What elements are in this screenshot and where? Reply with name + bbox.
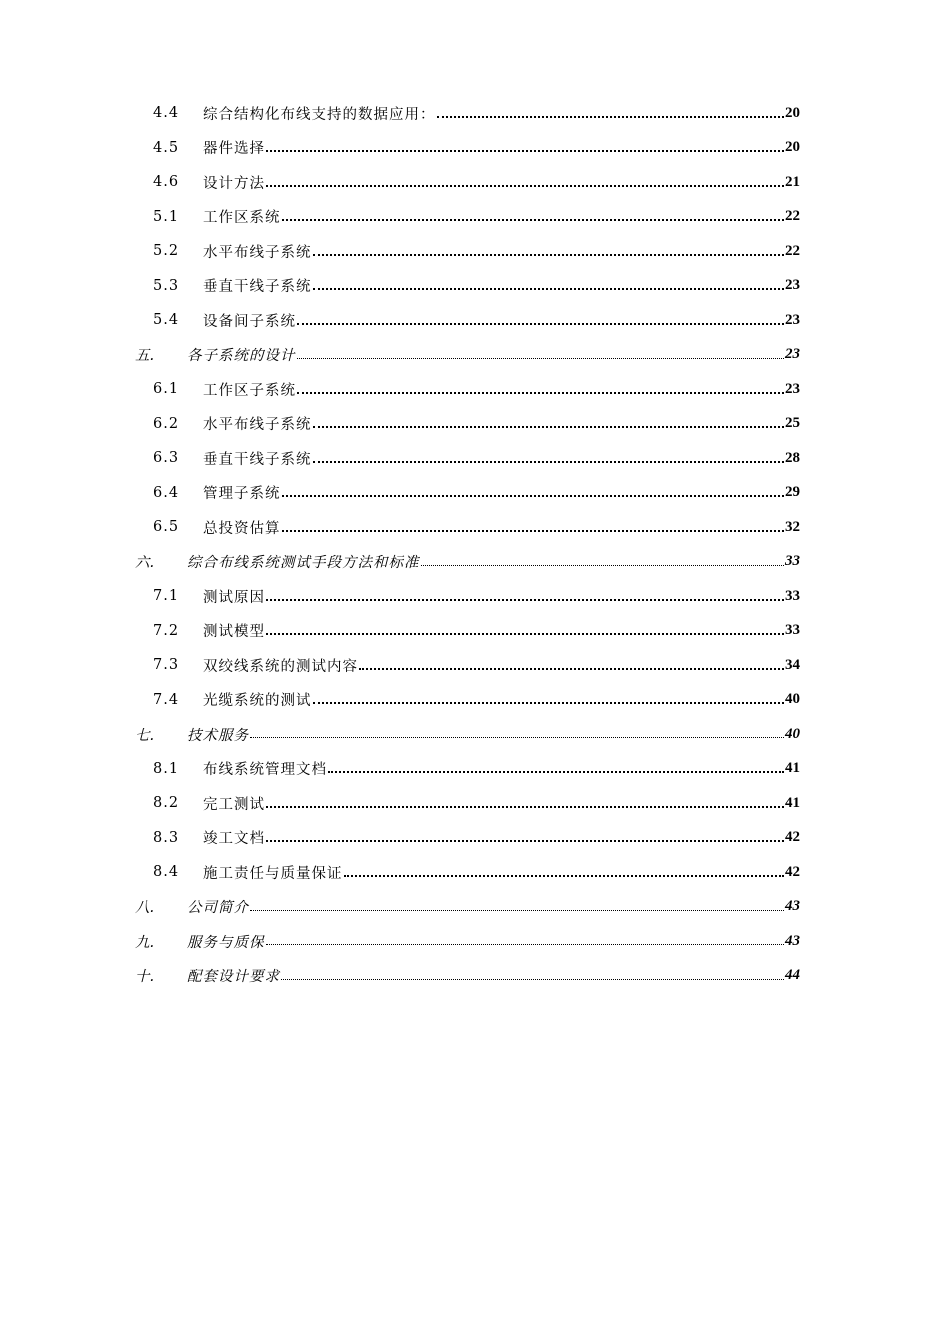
toc-entry-title: 总投资估算: [203, 520, 281, 537]
toc-entry-title: 水平布线子系统: [203, 417, 312, 434]
toc-entry-number: 6.5: [153, 519, 180, 536]
toc-section-entry[interactable]: [135, 165, 800, 200]
toc-entry-number: 6.1: [153, 381, 180, 398]
toc-chapter-entry[interactable]: [135, 338, 800, 373]
toc-section-entry[interactable]: [135, 752, 800, 787]
toc-entry-number: 7.1: [153, 588, 180, 605]
toc-entry-number: 8.1: [153, 760, 180, 777]
toc-entry-title: 综合结构化布线支持的数据应用：: [203, 106, 436, 123]
toc-entry-page-number: 41: [785, 794, 800, 811]
toc-entry-page-number: 23: [785, 277, 800, 294]
toc-entry-title: 光缆系统的测试: [203, 693, 312, 710]
dot-leader: [313, 460, 785, 463]
toc-entry-number: 7.4: [153, 691, 180, 708]
toc-entry-title: 公司简介: [187, 900, 249, 917]
toc-entry-title: 设备间子系统: [203, 313, 296, 330]
toc-entry-page-number: 44: [785, 967, 800, 984]
toc-section-entry[interactable]: [135, 441, 800, 476]
dot-leader: [282, 529, 785, 532]
toc-entry-page-number: 20: [785, 139, 800, 156]
toc-entry-page-number: 32: [785, 518, 800, 535]
toc-entry-number: 5.2: [153, 243, 180, 260]
toc-entry-page-number: 41: [785, 760, 800, 777]
toc-entry-title: 工作区系统: [203, 210, 281, 227]
toc-entry-number: 4.4: [153, 105, 180, 122]
dot-leader: [297, 357, 785, 359]
dot-leader: [266, 598, 784, 601]
toc-section-entry[interactable]: [135, 683, 800, 718]
dot-leader: [344, 874, 785, 877]
toc-entry-number: 十.: [135, 969, 155, 986]
toc-entry-page-number: 33: [785, 553, 800, 570]
toc-chapter-entry[interactable]: [135, 924, 800, 959]
toc-entry-title: 垂直干线子系统: [203, 451, 312, 468]
toc-entry-number: 5.1: [153, 208, 180, 225]
dot-leader: [266, 805, 784, 808]
toc-entry-number: 5.4: [153, 312, 180, 329]
toc-entry-number: 8.4: [153, 864, 180, 881]
dot-leader: [266, 184, 784, 187]
toc-section-entry[interactable]: [135, 269, 800, 304]
toc-section-entry[interactable]: [135, 96, 800, 131]
dot-leader: [313, 253, 785, 256]
toc-entry-title: 管理子系统: [203, 486, 281, 503]
toc-entry-page-number: 40: [785, 691, 800, 708]
toc-entry-page-number: 25: [785, 415, 800, 432]
toc-entry-page-number: 40: [785, 725, 800, 742]
toc-entry-title: 完工测试: [203, 796, 265, 813]
toc-section-entry[interactable]: [135, 303, 800, 338]
toc-entry-title: 工作区子系统: [203, 382, 296, 399]
toc-entry-page-number: 23: [785, 380, 800, 397]
toc-entry-page-number: 28: [785, 449, 800, 466]
toc-entry-page-number: 22: [785, 208, 800, 225]
toc-section-entry[interactable]: [135, 407, 800, 442]
toc-entry-number: 4.5: [153, 139, 180, 156]
toc-entry-page-number: 20: [785, 104, 800, 121]
dot-leader: [297, 391, 784, 394]
dot-leader: [313, 425, 785, 428]
toc-entry-number: 7.3: [153, 657, 180, 674]
dot-leader: [282, 494, 785, 497]
toc-entry-page-number: 42: [785, 829, 800, 846]
dot-leader: [266, 839, 784, 842]
toc-section-entry[interactable]: [135, 648, 800, 683]
toc-entry-page-number: 23: [785, 346, 800, 363]
dot-leader: [359, 667, 784, 670]
dot-leader: [313, 287, 785, 290]
toc-entry-title: 水平布线子系统: [203, 244, 312, 261]
toc-entry-title: 配套设计要求: [187, 969, 280, 986]
toc-chapter-entry[interactable]: [135, 959, 800, 994]
toc-chapter-entry[interactable]: [135, 717, 800, 752]
toc-entry-number: 七.: [135, 727, 155, 744]
toc-section-entry[interactable]: [135, 234, 800, 269]
toc-entry-page-number: 23: [785, 311, 800, 328]
toc-entry-number: 8.2: [153, 795, 180, 812]
toc-entry-number: 7.2: [153, 622, 180, 639]
toc-entry-title: 器件选择: [203, 141, 265, 158]
toc-entry-number: 4.6: [153, 174, 180, 191]
toc-entry-title: 布线系统管理文档: [203, 762, 327, 779]
toc-section-entry[interactable]: [135, 476, 800, 511]
dot-leader: [421, 564, 785, 566]
table-of-contents: [135, 96, 800, 993]
toc-entry-title: 垂直干线子系统: [203, 279, 312, 296]
toc-entry-page-number: 21: [785, 173, 800, 190]
toc-entry-page-number: 22: [785, 242, 800, 259]
dot-leader: [266, 149, 784, 152]
toc-entry-page-number: 29: [785, 484, 800, 501]
toc-chapter-entry[interactable]: [135, 890, 800, 925]
dot-leader: [328, 770, 784, 773]
toc-entry-title: 设计方法: [203, 175, 265, 192]
toc-section-entry[interactable]: [135, 579, 800, 614]
toc-section-entry[interactable]: [135, 131, 800, 166]
dot-leader: [437, 115, 785, 118]
toc-entry-title: 综合布线系统测试手段方法和标准: [187, 555, 420, 572]
toc-entry-title: 各子系统的设计: [187, 348, 296, 365]
toc-entry-number: 6.3: [153, 450, 180, 467]
dot-leader: [297, 322, 784, 325]
toc-section-entry[interactable]: [135, 855, 800, 890]
toc-section-entry[interactable]: [135, 786, 800, 821]
toc-chapter-entry[interactable]: [135, 545, 800, 580]
toc-entry-number: 五.: [135, 348, 155, 365]
dot-leader: [266, 943, 785, 945]
dot-leader: [250, 909, 784, 911]
toc-entry-title: 双绞线系统的测试内容: [203, 658, 358, 675]
toc-entry-page-number: 33: [785, 587, 800, 604]
dot-leader: [266, 632, 784, 635]
toc-entry-page-number: 42: [785, 863, 800, 880]
dot-leader: [313, 701, 785, 704]
toc-entry-title: 技术服务: [187, 727, 249, 744]
toc-entry-page-number: 33: [785, 622, 800, 639]
toc-entry-number: 8.3: [153, 829, 180, 846]
dot-leader: [281, 978, 784, 980]
toc-entry-number: 5.3: [153, 277, 180, 294]
toc-entry-page-number: 43: [785, 932, 800, 949]
toc-entry-number: 六.: [135, 555, 155, 572]
dot-leader: [250, 736, 784, 738]
toc-entry-page-number: 34: [785, 656, 800, 673]
toc-section-entry[interactable]: [135, 200, 800, 235]
toc-section-entry[interactable]: [135, 614, 800, 649]
toc-section-entry[interactable]: [135, 821, 800, 856]
toc-entry-title: 测试模型: [203, 624, 265, 641]
toc-entry-number: 九.: [135, 934, 155, 951]
toc-entry-number: 八.: [135, 900, 155, 917]
dot-leader: [282, 218, 785, 221]
toc-section-entry[interactable]: [135, 510, 800, 545]
toc-entry-title: 施工责任与质量保证: [203, 865, 343, 882]
toc-entry-title: 服务与质保: [187, 934, 265, 951]
toc-entry-title: 测试原因: [203, 589, 265, 606]
toc-section-entry[interactable]: [135, 372, 800, 407]
toc-entry-title: 竣工文档: [203, 831, 265, 848]
toc-entry-number: 6.2: [153, 415, 180, 432]
toc-entry-page-number: 43: [785, 898, 800, 915]
toc-entry-number: 6.4: [153, 484, 180, 501]
